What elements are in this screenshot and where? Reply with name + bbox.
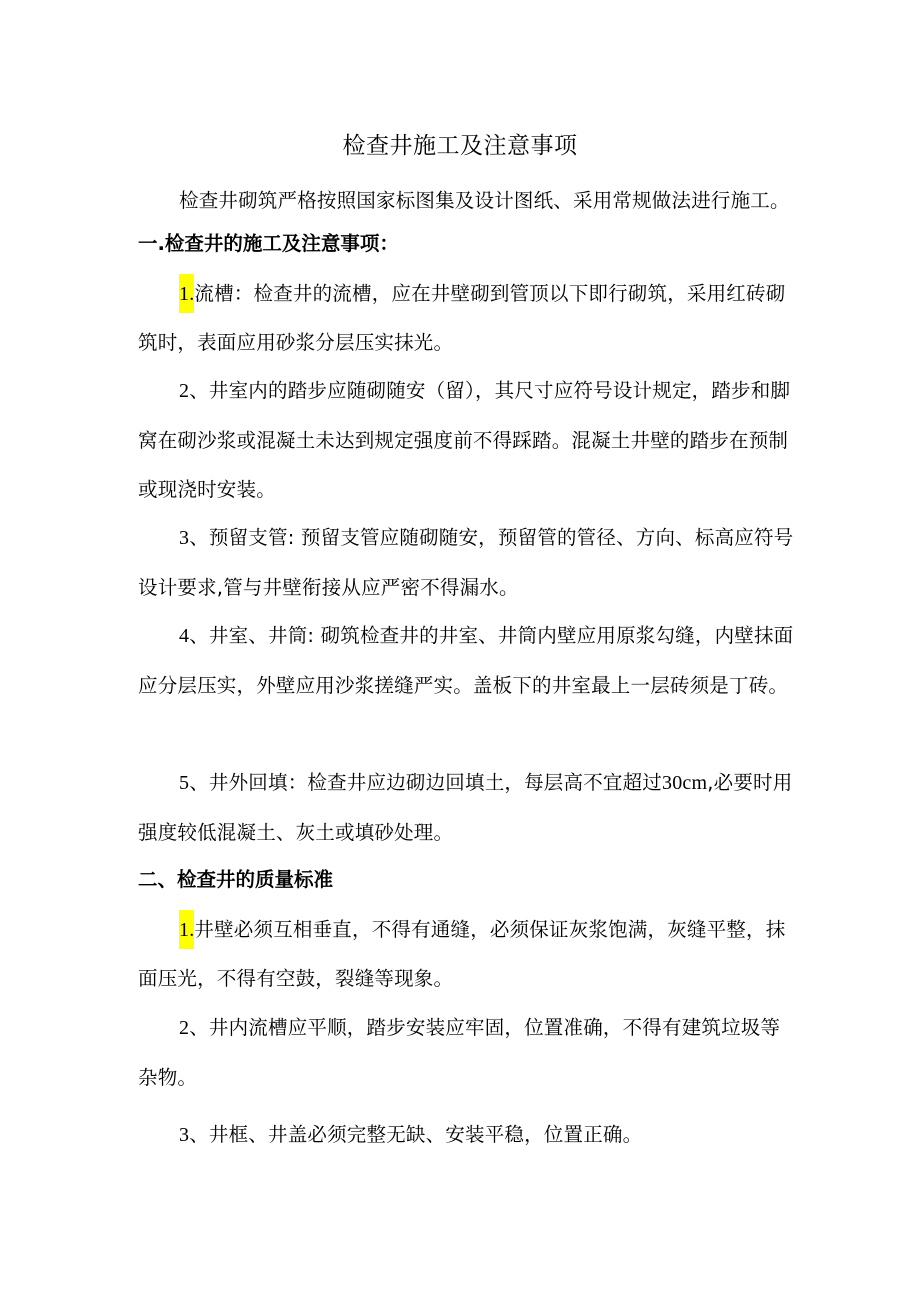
item-text: 、井内流槽应平顺，踏步安装应牢固，位置准确，不得有建筑垃圾等杂物。 [138, 1016, 781, 1089]
section1-item-3 [138, 513, 798, 612]
item-text: 流槽：检查井的流槽，应在井壁砌到管顶以下即行砌筑，采用红砖砌筑时，表面应用砂浆分层压实抹光。 [138, 282, 786, 354]
section1-item-5 [138, 758, 798, 857]
section1-item-2 [138, 366, 798, 514]
item-number-highlight: 1. [179, 274, 194, 313]
document-title: 检查井施工及注意事项 [342, 133, 578, 159]
item-number: 2 [179, 380, 190, 402]
item-number: 3 [179, 1124, 190, 1146]
section2-item-2 [138, 1003, 798, 1102]
item-number-highlight: 1. [179, 910, 194, 949]
intro-text: 检查井砌筑严格按照国家标图集及设计图纸、采用常规做法进行施工。 [179, 189, 790, 212]
item-text: 、预留支管: 预留支管应随砌随安，预留管的管径、方向、标高应符号设计要求,管与井壁衔接从应严密不得漏水。 [138, 526, 794, 599]
item-number: 5 [179, 772, 190, 794]
item-text: 、井框、井盖必须完整无缺、安装平稳，位置正确。 [189, 1123, 643, 1146]
item-text: ,必要时用强度较低混凝土、灰土或填砂处理。 [138, 771, 793, 844]
item-number: 3 [179, 527, 190, 549]
intro-paragraph [138, 176, 798, 225]
item-number: 2 [179, 1017, 190, 1039]
section1-heading: 一.检查井的施工及注意事项： [138, 232, 399, 255]
section2-item-1 [138, 905, 798, 1003]
section1-item-1 [138, 269, 798, 367]
item-number: 4 [179, 625, 190, 647]
item-text: 井壁必须互相垂直，不得有通缝，必须保证灰浆饱满，灰缝平整，抹面压光，不得有空鼓，裂缝等现象。 [138, 918, 786, 990]
section2-heading: 二、检查井的质量标准 [138, 868, 334, 891]
section1-item-4 [138, 611, 798, 710]
item-text: 、井室、井筒: 砌筑检查井的井室、井筒内壁应用原浆勾缝，内壁抹面应分层压实，外壁应用沙浆搓缝严实。盖板下的井室最上一层砖须是丁砖。 [138, 624, 794, 697]
item-text: 、井室内的踏步应随砌随安（留），其尺寸应符号设计规定，踏步和脚窝在砌沙浆或混凝土未达到规定强度前不得踩踏。混凝土井壁的踏步在预制或现浇时安装。 [138, 379, 791, 501]
item-text: 、井外回填：检查井应边砌边回填土，每层高不宜超过 [189, 771, 663, 794]
section2-item-3 [138, 1110, 798, 1160]
item-value: 30cm [662, 772, 708, 794]
